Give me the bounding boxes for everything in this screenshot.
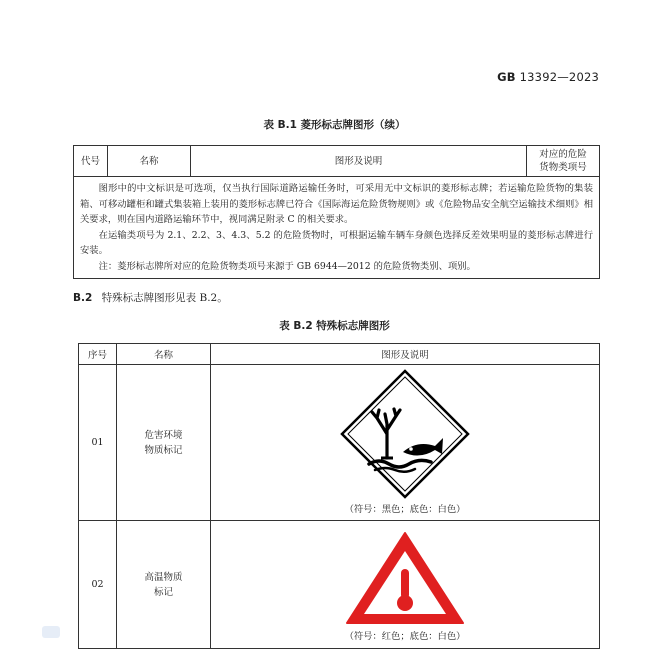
- row-name-line2: 物质标记: [144, 444, 183, 456]
- col-header-name: 名称: [117, 344, 211, 365]
- col-header-class-line2: 货物类项号: [539, 162, 587, 173]
- row-name-line1: 高温物质: [144, 571, 183, 583]
- section-text: 特殊标志牌图形见表 B.2。: [101, 292, 228, 304]
- row-figure-note: （符号：黑色；底色：白色）: [344, 504, 466, 515]
- col-header-name: 名称: [108, 146, 191, 177]
- row-name: [117, 365, 211, 521]
- table-b1: [73, 145, 600, 279]
- table-b2-caption: 表 B.2 特殊标志牌图形: [279, 320, 390, 332]
- standard-prefix: GB: [497, 70, 516, 84]
- table-b1-header-row: [74, 146, 600, 177]
- col-header-class: [527, 146, 600, 177]
- table-b2-header-row: [79, 344, 600, 365]
- standard-number: 13392—2023: [519, 70, 599, 84]
- note-paragraph-1: 图形中的中文标识是可选项，仅当执行国际道路运输任务时，可采用无中文标识的菱形标志牌；若运输危险货物的集装箱、可移动罐柜和罐式集装箱上装用的菱形标志牌已符合《国际海运危险货物规则》或《危险物品安全航空运输技术细则》相关要求，则在国内道路运输环节中，视同满足附录 C 的相关要求。: [80, 183, 593, 225]
- note-paragraph-2: 在运输类项号为 2.1、2.2、3、4.3、5.2 的危险货物时，可根据运输车辆车身颜色选择反差效果明显的菱形标志牌进行安装。: [80, 229, 593, 256]
- section-b2: [73, 290, 228, 305]
- col-header-no: 序号: [79, 344, 117, 365]
- row-name-line1: 危害环境: [144, 429, 183, 441]
- table-b1-notes: [74, 177, 600, 279]
- col-header-class-line1: 对应的危险: [539, 149, 587, 160]
- table-b1-notes-row: [74, 177, 600, 279]
- environmental-hazard-fish-tree-icon: [339, 368, 471, 500]
- row-figure: [211, 521, 600, 649]
- table-b2: [78, 343, 600, 649]
- note-paragraph-3: 注：菱形标志牌所对应的危险货物类项号来源于 GB 6944—2012 的危险货物类别、项别。: [98, 260, 476, 272]
- section-number: B.2: [73, 292, 93, 304]
- elevated-temperature-thermometer-icon: [343, 529, 467, 627]
- col-header-figure: 图形及说明: [211, 344, 600, 365]
- row-no: 01: [79, 365, 117, 521]
- table-row: [79, 365, 600, 521]
- row-figure-note: （符号：红色；底色：白色）: [344, 631, 466, 642]
- row-name-line2: 标记: [153, 586, 173, 598]
- table-row: [79, 521, 600, 649]
- page-corner-badge: [42, 626, 60, 638]
- table-b1-caption: 表 B.1 菱形标志牌图形（续）: [263, 119, 406, 131]
- row-no: 02: [79, 521, 117, 649]
- row-name: [117, 521, 211, 649]
- col-header-code: 代号: [74, 146, 108, 177]
- col-header-figure: 图形及说明: [191, 146, 527, 177]
- standard-code: [497, 70, 599, 84]
- row-figure: [211, 365, 600, 521]
